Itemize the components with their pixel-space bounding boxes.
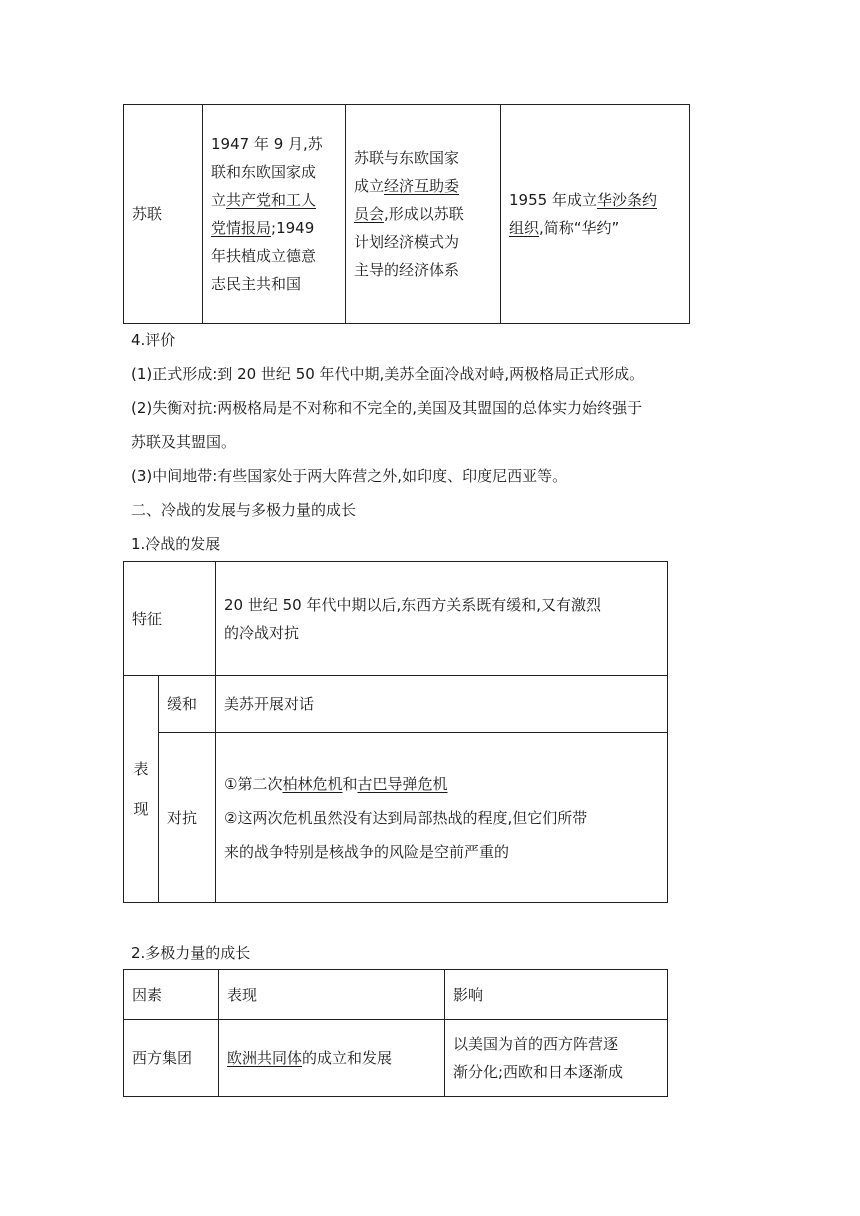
header-cell: 因素	[124, 970, 219, 1020]
section-heading: 二、冷战的发展与多极力量的成长	[131, 501, 357, 519]
impact-line: 渐分化;西欧和日本逐渐成	[453, 1063, 624, 1081]
easing-label: 缓和	[167, 695, 198, 713]
cominform-term: 共产党和工人	[226, 191, 317, 209]
conflict-label-cell	[159, 733, 216, 903]
economic-line: 苏联与东欧国家	[354, 149, 460, 167]
military-line: 1955 年成立华沙条约	[509, 191, 657, 209]
soviet-bloc-table	[123, 104, 690, 324]
economic-line: 成立经济互助委	[354, 177, 460, 195]
economic-line: 主导的经济体系	[354, 261, 460, 279]
military-line: 组织,简称“华约”	[509, 219, 620, 237]
impact-line: 以美国为首的西方阵营逐	[453, 1035, 619, 1053]
feature-line: 的冷战对抗	[224, 623, 300, 642]
conflict-line: ①第二次柏林危机和古巴导弹危机	[224, 774, 448, 793]
header-cell: 表现	[219, 970, 445, 1020]
paragraph: 苏联及其盟国。	[131, 433, 237, 451]
manifestation-label-cell	[124, 676, 159, 903]
military-cell	[501, 105, 690, 324]
impact-cell	[445, 1020, 668, 1097]
manifestation-cell: 欧洲共同体的成立和发展	[219, 1020, 445, 1097]
conflict-line: 来的战争特别是核战争的风险是空前严重的	[224, 842, 510, 861]
feature-text-cell	[216, 562, 668, 676]
political-line: 立共产党和工人	[211, 191, 317, 209]
paragraph: (1)正式形成:到 20 世纪 50 年代中期,美苏全面冷战对峙,两极格局正式形成。	[131, 365, 645, 383]
feature-label: 特征	[132, 609, 163, 628]
multipolar-table	[123, 969, 668, 1097]
warsaw-pact-term-cont: 组织	[509, 219, 540, 237]
header-cell: 影响	[445, 970, 668, 1020]
political-line: 1947 年 9 月,苏	[211, 135, 323, 153]
conflict-text-cell	[216, 733, 668, 903]
european-community-term: 欧洲共同体	[227, 1049, 303, 1067]
subsection-heading: 1.冷战的发展	[131, 535, 221, 553]
cuban-missile-crisis-term: 古巴导弹危机	[357, 774, 448, 793]
warsaw-pact-term: 华沙条约	[596, 191, 657, 209]
economic-cell	[346, 105, 501, 324]
political-line: 志民主共和国	[211, 275, 302, 293]
berlin-crisis-term: 柏林危机	[282, 774, 343, 793]
cold-war-table	[123, 561, 668, 903]
manifestation-char: 表	[133, 760, 149, 778]
factor-cell: 西方集团	[124, 1020, 219, 1097]
economic-line: 计划经济模式为	[354, 233, 460, 251]
section-heading: 4.评价	[131, 331, 176, 349]
easing-text: 美苏开展对话	[224, 695, 315, 713]
easing-label-cell	[159, 676, 216, 733]
political-line: 年扶植成立德意	[211, 247, 317, 265]
conflict-label: 对抗	[167, 808, 198, 827]
country-cell	[124, 105, 203, 324]
paragraph: (3)中间地带:有些国家处于两大阵营之外,如印度、印度尼西亚等。	[131, 467, 568, 485]
easing-text-cell	[216, 676, 668, 733]
manifestation-char: 现	[133, 800, 149, 818]
conflict-line: ②这两次危机虽然没有达到局部热战的程度,但它们所带	[224, 808, 588, 827]
comecon-term: 经济互助委	[384, 177, 460, 195]
political-cell	[203, 105, 346, 324]
comecon-term-cont: 员会	[354, 205, 385, 223]
economic-line: 员会,形成以苏联	[354, 205, 464, 223]
political-line: 联和东欧国家成	[211, 163, 317, 181]
feature-label-cell	[124, 562, 216, 676]
country-label: 苏联	[132, 205, 163, 223]
paragraph: (2)失衡对抗:两极格局是不对称和不完全的,美国及其盟国的总体实力始终强于	[131, 399, 643, 417]
cominform-term-cont: 党情报局	[211, 219, 272, 237]
feature-line: 20 世纪 50 年代中期以后,东西方关系既有缓和,又有激烈	[224, 595, 602, 614]
subsection-heading: 2.多极力量的成长	[131, 944, 251, 962]
political-line: 党情报局;1949	[211, 219, 315, 237]
